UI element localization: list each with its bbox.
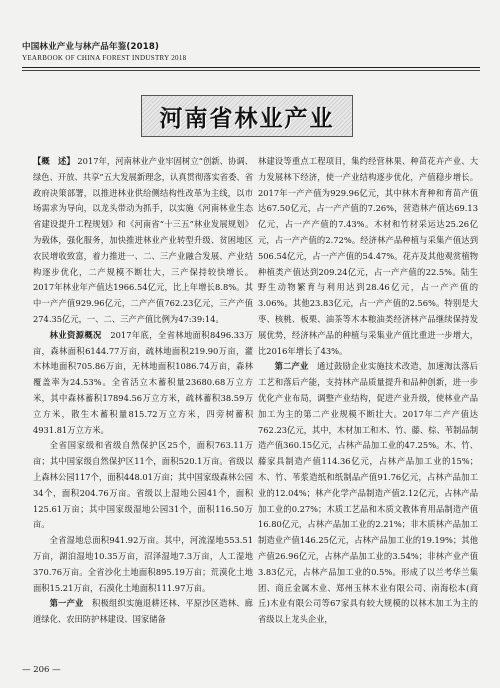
running-header-cn: 中国林业产业与林产品年鉴(2018) [22,42,160,52]
paragraph-resources [33,328,253,439]
left-column [33,154,253,628]
paragraph-reserves: 全省国家级和省级自然保护区25个，面积763.11万亩；其中国家级自然保护区11个，面积520.1万亩。省级以上森林公园117个，面积448.01万亩；其中国家级森林公园34个，面积204.76万亩。省级以上湿地公园41个，面积125.61万亩；其中国家级湿地公园31个，面积116.50万亩。 [33,440,253,530]
page-number: — 206 — [22,665,61,675]
paragraph-overview [33,154,253,328]
article-title-box [141,95,353,137]
paragraph-wetlands: 全省湿地总面积941.92万亩。其中，河流湿地553.51万亩，湖泊湿地10.35万亩，沼泽湿地7.3万亩，人工湿地370.76万亩。全省沙化土地面积895.19万亩；荒漠化土地面积15.21万亩，石漠化土地面积111.97万亩。 [33,535,253,593]
section-label-primary: 第一产业 [49,598,84,609]
header-rule [22,67,480,68]
paragraph-primary-continued: 林建设等重点工程项目，集约经营林果、种苗花卉产业、大力发展林下经济，使一产业结构逐步优化，产值稳步增长。2017年一产产值为929.96亿元，其中林木育种和育苗产值达67.50亿元，占一产产值的7.26%，营造林产值达69.13亿元，占一产产值的7.43%。木材和竹材采运达25.26亿元，占一产产值的2.72%。经济林产品种植与采集产值达到506.54亿元，占一产产值的54.47%。花卉及其他观赏植物种植类产值达到209.24亿元，占一产产值的22.5%。陆生野生动物繁育与利用达到28.46亿元，占一产产值的3.06%。其他23.83亿元，占一产产值的2.56%。特别是大枣、核桃、板栗、油茶等木本粮油类经济林产品继续保持发展优势，经济林产品的种植与采集业产值比重进一步增大，比2016年增长了43%。 [258,156,478,356]
paragraph-secondary-text: 通过鼓励企业实施技术改造，加速淘汰落后工艺和落后产能，支持林产品质量提升和品种创新，进一步优化产业布局，调整产业结构，促进产业升级，使林业产品加工为主的第二产业规模不断壮大。2017年二产产值达762.23亿元，其中，木材加工和木、竹、藤、棕、苇制品制造产值360.15亿元，占林产品加工业的47.25%。木、竹、藤家具制造产值114.36亿元，占林产品加工业的15%；木、竹、苇浆造纸和纸制品产值91.76亿元，占林产品加工业的12.04%；林产化学产品制造产值2.12亿元，占林产品加工业的0.27%；木质工艺品和木质文教体育用品制造产值16.80亿元，占林产品加工业的2.21%；非木质林产品加工制造业产值146.25亿元，占林产品加工业的19.19%；其他产值26.96亿元，占林产品加工业的3.54%；非林产业产值3.83亿元，占林产品加工业的0.5%。形成了以兰考华兰集团、商丘金属木业、郑州玉林木业有限公司、南海松本(商丘)木业有限公司等67家具有较大规模的以林木加工为主的省级以上龙头企业， [258,361,478,625]
article-title: 河南省林业产业 [159,105,335,132]
paragraph-resources-text: 2017年底，全省林地面积8496.33万亩，森林面积6144.77万亩，疏林地面积219.90万亩，灌木林地面积705.86万亩，无林地面积1086.74万亩，森林覆盖率为24.53%。全省活立木蓄积量23680.68万立方米，其中森林蓄积17894.56万立方米，疏林蓄积38.59万立方米，散生木蓄积量815.72万立方米，四旁树蓄积4931.81万立方米。 [33,329,253,435]
paragraph-primary-text: 积极组织实施退耕还林、平原沙区造林、廊道绿化、农田防护林建设、国家储备 [33,598,253,625]
running-header-en: YEARBOOK OF CHINA FOREST INDUSTRY 2018 [22,54,187,62]
section-label-resources: 林业资源概况 [49,329,102,340]
right-column [258,154,478,628]
section-label-overview: 【概 述】 [33,156,75,166]
paragraph-secondary-industry [258,359,478,628]
paragraph-overview-text: 2017年，河南林业产业牢固树立“创新、协调、绿色、开放、共享”五大发展新理念，认真贯彻落实省委、省政府决策部署，以推进林业供给侧结构性改革为主线，以市场需求为导向，以龙头带动为抓手，以实施《河南林业生态省建设提升工程规划》和《河南省“十三五”林业发展规划》为载体，强化服务，加快推进林业产业转型升级、贫困地区农民增收致富，着力推进一、二、三产业融合发展、产业结构逐步优化，二产规模不断壮大，三产保持较快增长。2017年林业年产值达1966.54亿元，比上年增长8.8%。其中一产产值929.96亿元，二产产值762.23亿元，三产产值274.35亿元，一、二、三产产值比例为47:39:14。 [33,156,253,324]
paragraph-primary-industry [33,596,253,628]
header-rule-thin [22,70,480,71]
section-label-secondary: 第二产业 [274,361,309,372]
